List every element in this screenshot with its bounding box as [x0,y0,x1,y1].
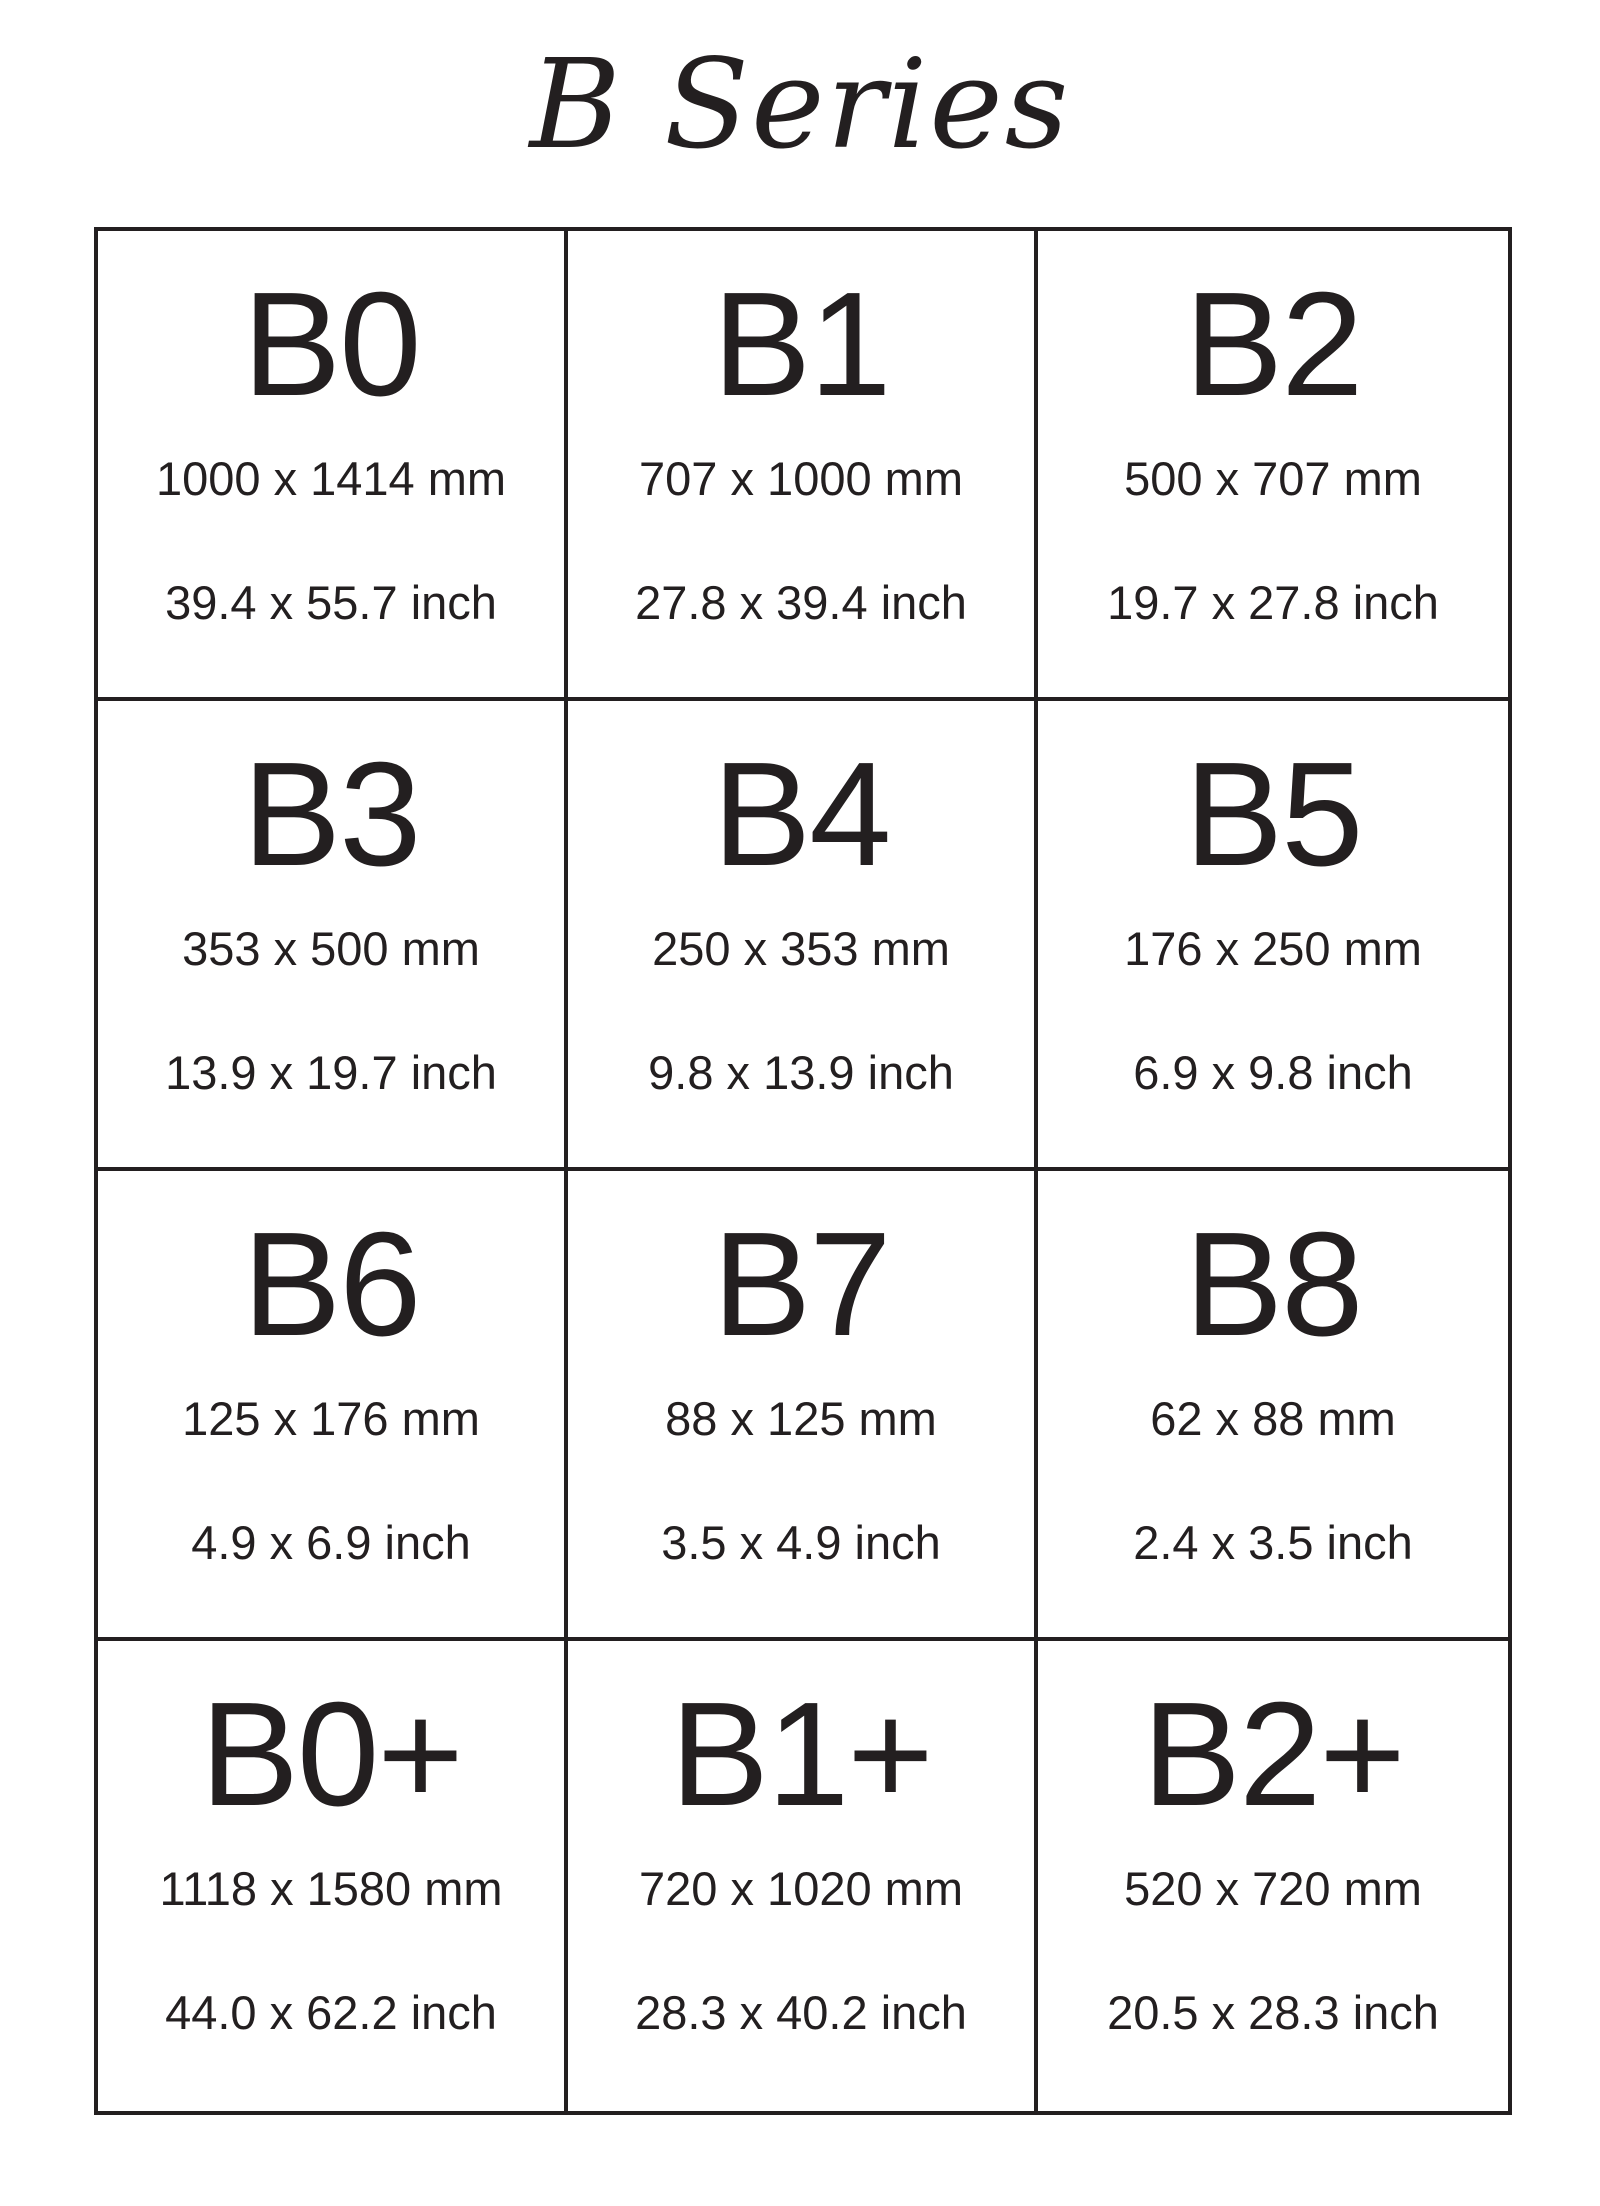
size-cell-b3 [98,701,568,1171]
size-cell-b2-plus [1038,1641,1508,2111]
size-inch: 2.4 x 3.5 inch [1133,1516,1413,1569]
size-cell-b5 [1038,701,1508,1171]
size-mm: 88 x 125 mm [665,1392,937,1445]
size-inch: 39.4 x 55.7 inch [165,576,497,629]
size-cell-b0-plus [98,1641,568,2111]
size-name: B4 [712,732,890,897]
size-cell-b0 [98,231,568,701]
size-name: B0+ [200,1672,462,1837]
size-cell-b1-plus [568,1641,1038,2111]
size-mm: 1118 x 1580 mm [159,1862,503,1915]
size-mm: 250 x 353 mm [652,922,950,975]
size-name: B1+ [670,1672,932,1837]
size-name: B0 [242,262,420,427]
size-inch: 20.5 x 28.3 inch [1107,1986,1439,2039]
size-mm: 1000 x 1414 mm [155,452,507,505]
size-mm: 353 x 500 mm [182,922,480,975]
size-inch: 13.9 x 19.7 inch [165,1046,497,1099]
size-name: B1 [712,262,890,427]
size-name: B6 [242,1202,420,1367]
page-title: B Series [529,33,1071,177]
size-mm: 62 x 88 mm [1150,1392,1396,1445]
size-cell-b8 [1038,1171,1508,1641]
size-inch: 9.8 x 13.9 inch [648,1046,954,1099]
size-inch: 28.3 x 40.2 inch [635,1986,967,2039]
size-mm: 176 x 250 mm [1124,922,1422,975]
size-mm: 707 x 1000 mm [639,452,963,505]
size-inch: 27.8 x 39.4 inch [635,576,967,629]
size-inch: 44.0 x 62.2 inch [165,1986,497,2039]
size-name: B3 [242,732,420,897]
size-name: B2 [1184,262,1362,427]
size-cell-b4 [568,701,1038,1171]
size-inch: 3.5 x 4.9 inch [661,1516,941,1569]
size-mm: 520 x 720 mm [1124,1862,1422,1915]
size-mm: 125 x 176 mm [182,1392,480,1445]
size-grid [94,227,1512,2115]
size-name: B7 [712,1202,890,1367]
size-name: B5 [1184,732,1362,897]
size-inch: 4.9 x 6.9 inch [191,1516,471,1569]
size-cell-b1 [568,231,1038,701]
size-mm: 720 x 1020 mm [639,1862,963,1915]
size-cell-b7 [568,1171,1038,1641]
size-cell-b6 [98,1171,568,1641]
size-name: B8 [1184,1202,1362,1367]
size-cell-b2 [1038,231,1508,701]
size-inch: 19.7 x 27.8 inch [1107,576,1439,629]
size-name: B2+ [1142,1672,1404,1837]
size-inch: 6.9 x 9.8 inch [1133,1046,1413,1099]
size-mm: 500 x 707 mm [1124,452,1422,505]
